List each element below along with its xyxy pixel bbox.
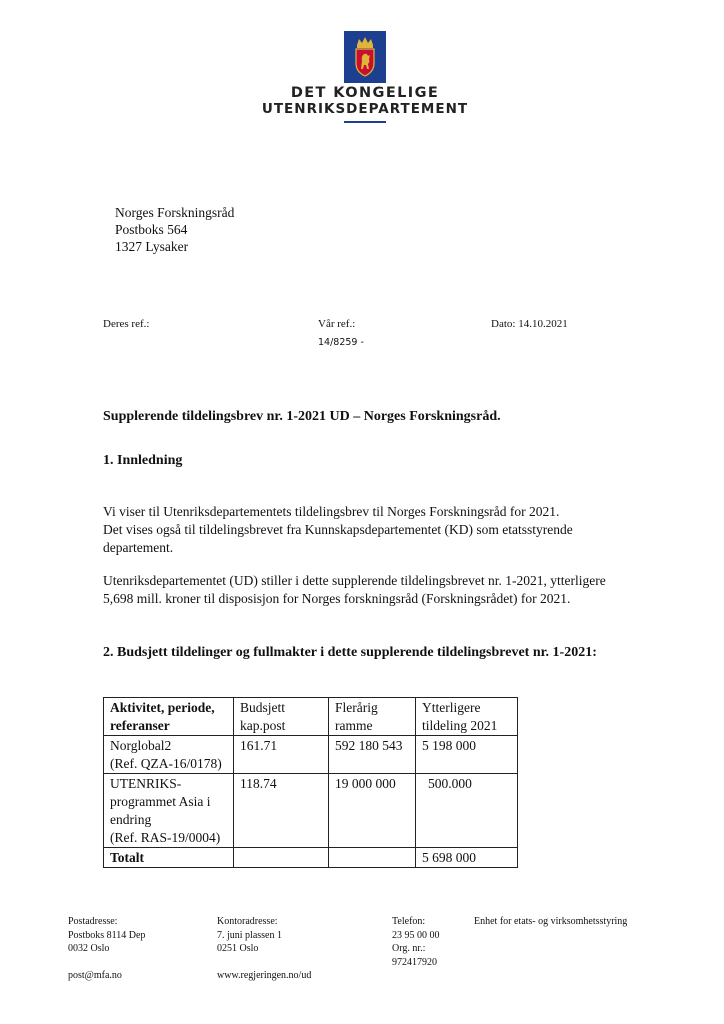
- paragraph-line: Utenriksdepartementet (UD) stiller i dette supplerende tildelingsbrevet nr. 1-2021, ytterligere: [103, 573, 606, 588]
- paragraph-line: 5,698 mill. kroner til disposisjon for Norges forskningsråd (Forskningsrådet) for 2021.: [103, 591, 571, 606]
- footer-phone-org: Telefon: 23 95 00 00 Org. nr.: 972417920: [392, 916, 440, 968]
- total-empty-cell: [234, 848, 329, 868]
- table-row: [104, 774, 518, 848]
- letterhead-rule: [344, 121, 386, 123]
- header-multiyear-frame: Flerårig ramme: [329, 698, 416, 736]
- table-row: [104, 736, 518, 774]
- cell-frame: 592 180 543: [329, 736, 416, 774]
- cell-activity: UTENRIKS- programmet Asia i endring (Ref. RAS-19/0004): [104, 774, 234, 848]
- cell-allocation: 5 198 000: [416, 736, 518, 774]
- deres-ref-label: Deres ref.:: [103, 318, 150, 330]
- total-value: 5 698 000: [416, 848, 518, 868]
- section1-paragraph2: [103, 572, 648, 608]
- paragraph-line: Det vises også til tildelingsbrevet fra Kunnskapsdepartementet (KD) som etatsstyrende: [103, 522, 573, 537]
- table-header-row: [104, 698, 518, 736]
- crown-lion-icon: [344, 31, 386, 83]
- cell-frame: 19 000 000: [329, 774, 416, 848]
- table-total-row: [104, 848, 518, 868]
- paragraph-line: Vi viser til Utenriksdepartementets tildelingsbrev til Norges Forskningsråd for 2021.: [103, 504, 560, 519]
- footer-postal-address: Postadresse: Postboks 8114 Dep 0032 Oslo post@mfa.no: [68, 916, 146, 981]
- letterhead-line2: UTENRIKSDEPARTEMENT: [261, 101, 469, 117]
- cell-activity: Norglobal2 (Ref. QZA-16/0178): [104, 736, 234, 774]
- total-label: Totalt: [104, 848, 234, 868]
- var-ref-value: 14/8259 -: [318, 337, 364, 348]
- footer-unit: Enhet for etats- og virksomhetsstyring: [474, 916, 628, 927]
- section1-paragraph1: [103, 503, 648, 557]
- footer-website: www.regjeringen.no/ud: [217, 970, 312, 981]
- letterhead-line1: DET KONGELIGE: [290, 85, 440, 101]
- recipient-city: 1327 Lysaker: [115, 239, 189, 254]
- recipient-name: Norges Forskningsråd: [115, 205, 235, 220]
- cell-post: 161.71: [234, 736, 329, 774]
- section2-heading: 2. Budsjett tildelinger og fullmakter i dette supplerende tildelingsbrevet nr. 1-2021:: [103, 645, 597, 660]
- section1-heading: 1. Innledning: [103, 453, 183, 468]
- coat-of-arms-logo: [344, 31, 386, 83]
- cell-post: 118.74: [234, 774, 329, 848]
- cell-allocation: 500.000: [416, 774, 518, 848]
- var-ref-label: Vår ref.:: [318, 318, 356, 330]
- header-activity: Aktivitet, periode, referanser: [104, 698, 234, 736]
- budget-table: [103, 697, 518, 868]
- date-label: Dato: 14.10.2021: [491, 318, 568, 330]
- footer-office-address: Kontoradresse: 7. juni plassen 1 0251 Oslo www.regjeringen.no/ud: [217, 916, 312, 981]
- letter-title: Supplerende tildelingsbrev nr. 1-2021 UD – Norges Forskningsråd.: [103, 409, 501, 424]
- footer-email: post@mfa.no: [68, 970, 122, 981]
- header-budget-post: Budsjett kap.post: [234, 698, 329, 736]
- paragraph-line: departement.: [103, 540, 174, 555]
- recipient-postbox: Postboks 564: [115, 222, 188, 237]
- header-additional-allocation: Ytterligere tildeling 2021: [416, 698, 518, 736]
- total-empty-cell: [329, 848, 416, 868]
